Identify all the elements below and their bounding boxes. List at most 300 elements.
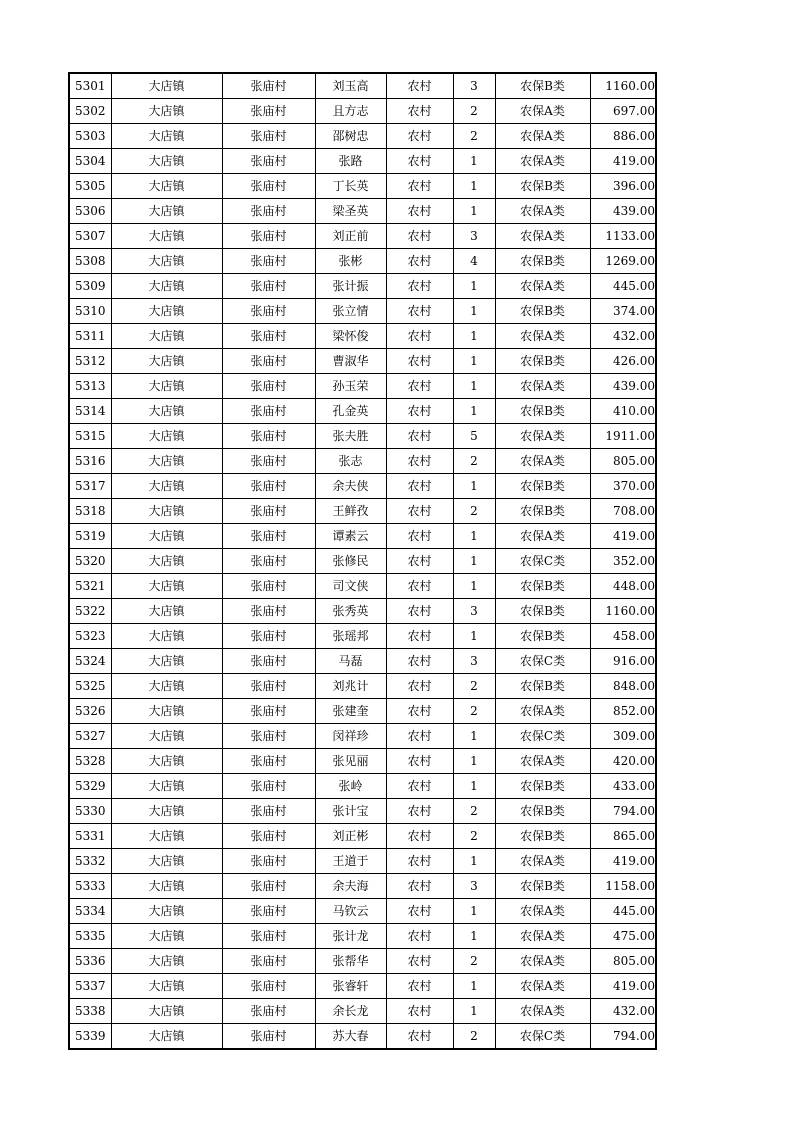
town-cell: 大店镇 xyxy=(111,149,222,174)
amount-cell: 419.00 xyxy=(590,974,656,999)
table-row xyxy=(69,449,656,474)
name-cell: 且方志 xyxy=(315,99,386,124)
household-type-cell: 农村 xyxy=(386,674,453,699)
village-cell: 张庙村 xyxy=(222,399,315,424)
insurance-category-cell: 农保B类 xyxy=(495,249,590,274)
household-type-cell: 农村 xyxy=(386,774,453,799)
row-number-cell: 5339 xyxy=(69,1024,111,1050)
row-number-cell: 5319 xyxy=(69,524,111,549)
member-count-cell: 1 xyxy=(453,724,495,749)
town-cell: 大店镇 xyxy=(111,724,222,749)
village-cell: 张庙村 xyxy=(222,649,315,674)
village-cell: 张庙村 xyxy=(222,599,315,624)
town-cell: 大店镇 xyxy=(111,374,222,399)
amount-cell: 420.00 xyxy=(590,749,656,774)
amount-cell: 445.00 xyxy=(590,274,656,299)
table-row xyxy=(69,749,656,774)
member-count-cell: 1 xyxy=(453,174,495,199)
town-cell: 大店镇 xyxy=(111,949,222,974)
amount-cell: 794.00 xyxy=(590,1024,656,1050)
name-cell: 苏大春 xyxy=(315,1024,386,1050)
village-cell: 张庙村 xyxy=(222,149,315,174)
row-number-cell: 5305 xyxy=(69,174,111,199)
table-row xyxy=(69,549,656,574)
row-number-cell: 5335 xyxy=(69,924,111,949)
member-count-cell: 2 xyxy=(453,99,495,124)
member-count-cell: 1 xyxy=(453,274,495,299)
household-type-cell: 农村 xyxy=(386,449,453,474)
amount-cell: 419.00 xyxy=(590,149,656,174)
amount-cell: 445.00 xyxy=(590,899,656,924)
town-cell: 大店镇 xyxy=(111,449,222,474)
amount-cell: 1133.00 xyxy=(590,224,656,249)
table-row xyxy=(69,799,656,824)
amount-cell: 708.00 xyxy=(590,499,656,524)
town-cell: 大店镇 xyxy=(111,599,222,624)
name-cell: 张夫胜 xyxy=(315,424,386,449)
town-cell: 大店镇 xyxy=(111,474,222,499)
town-cell: 大店镇 xyxy=(111,424,222,449)
member-count-cell: 1 xyxy=(453,549,495,574)
insurance-category-cell: 农保A类 xyxy=(495,274,590,299)
table-row xyxy=(69,499,656,524)
insurance-category-cell: 农保A类 xyxy=(495,99,590,124)
village-cell: 张庙村 xyxy=(222,249,315,274)
village-cell: 张庙村 xyxy=(222,449,315,474)
member-count-cell: 3 xyxy=(453,874,495,899)
insurance-category-cell: 农保B类 xyxy=(495,624,590,649)
row-number-cell: 5329 xyxy=(69,774,111,799)
insurance-category-cell: 农保B类 xyxy=(495,774,590,799)
row-number-cell: 5330 xyxy=(69,799,111,824)
town-cell: 大店镇 xyxy=(111,73,222,99)
household-type-cell: 农村 xyxy=(386,999,453,1024)
insurance-category-cell: 农保A类 xyxy=(495,849,590,874)
village-cell: 张庙村 xyxy=(222,299,315,324)
insurance-category-cell: 农保B类 xyxy=(495,874,590,899)
name-cell: 谭素云 xyxy=(315,524,386,549)
member-count-cell: 1 xyxy=(453,374,495,399)
table-row xyxy=(69,374,656,399)
row-number-cell: 5316 xyxy=(69,449,111,474)
row-number-cell: 5317 xyxy=(69,474,111,499)
table-row xyxy=(69,949,656,974)
name-cell: 司文侠 xyxy=(315,574,386,599)
village-cell: 张庙村 xyxy=(222,824,315,849)
name-cell: 曹淑华 xyxy=(315,349,386,374)
amount-cell: 433.00 xyxy=(590,774,656,799)
insurance-category-cell: 农保B类 xyxy=(495,399,590,424)
household-type-cell: 农村 xyxy=(386,124,453,149)
household-type-cell: 农村 xyxy=(386,99,453,124)
row-number-cell: 5325 xyxy=(69,674,111,699)
household-type-cell: 农村 xyxy=(386,849,453,874)
name-cell: 孔金英 xyxy=(315,399,386,424)
member-count-cell: 1 xyxy=(453,924,495,949)
amount-cell: 852.00 xyxy=(590,699,656,724)
member-count-cell: 1 xyxy=(453,349,495,374)
member-count-cell: 3 xyxy=(453,599,495,624)
amount-cell: 396.00 xyxy=(590,174,656,199)
town-cell: 大店镇 xyxy=(111,224,222,249)
household-type-cell: 农村 xyxy=(386,199,453,224)
household-type-cell: 农村 xyxy=(386,699,453,724)
amount-cell: 1158.00 xyxy=(590,874,656,899)
name-cell: 张帮华 xyxy=(315,949,386,974)
row-number-cell: 5333 xyxy=(69,874,111,899)
town-cell: 大店镇 xyxy=(111,174,222,199)
insurance-category-cell: 农保B类 xyxy=(495,799,590,824)
town-cell: 大店镇 xyxy=(111,99,222,124)
amount-cell: 1269.00 xyxy=(590,249,656,274)
town-cell: 大店镇 xyxy=(111,624,222,649)
member-count-cell: 2 xyxy=(453,124,495,149)
household-type-cell: 农村 xyxy=(386,649,453,674)
amount-cell: 794.00 xyxy=(590,799,656,824)
insurance-category-cell: 农保A类 xyxy=(495,124,590,149)
row-number-cell: 5304 xyxy=(69,149,111,174)
table-row xyxy=(69,274,656,299)
member-count-cell: 2 xyxy=(453,449,495,474)
household-type-cell: 农村 xyxy=(386,374,453,399)
name-cell: 王道于 xyxy=(315,849,386,874)
insurance-category-cell: 农保A类 xyxy=(495,424,590,449)
row-number-cell: 5328 xyxy=(69,749,111,774)
amount-cell: 1160.00 xyxy=(590,73,656,99)
row-number-cell: 5302 xyxy=(69,99,111,124)
member-count-cell: 2 xyxy=(453,1024,495,1050)
name-cell: 余夫海 xyxy=(315,874,386,899)
household-type-cell: 农村 xyxy=(386,599,453,624)
row-number-cell: 5301 xyxy=(69,73,111,99)
row-number-cell: 5338 xyxy=(69,999,111,1024)
amount-cell: 886.00 xyxy=(590,124,656,149)
amount-cell: 805.00 xyxy=(590,449,656,474)
table-row xyxy=(69,924,656,949)
insurance-category-cell: 农保A类 xyxy=(495,999,590,1024)
name-cell: 马磊 xyxy=(315,649,386,674)
amount-cell: 1911.00 xyxy=(590,424,656,449)
household-type-cell: 农村 xyxy=(386,724,453,749)
insurance-category-cell: 农保B类 xyxy=(495,499,590,524)
town-cell: 大店镇 xyxy=(111,999,222,1024)
table-row xyxy=(69,299,656,324)
town-cell: 大店镇 xyxy=(111,824,222,849)
table-row xyxy=(69,974,656,999)
table-row xyxy=(69,774,656,799)
amount-cell: 439.00 xyxy=(590,374,656,399)
row-number-cell: 5337 xyxy=(69,974,111,999)
village-cell: 张庙村 xyxy=(222,699,315,724)
village-cell: 张庙村 xyxy=(222,724,315,749)
village-cell: 张庙村 xyxy=(222,374,315,399)
village-cell: 张庙村 xyxy=(222,424,315,449)
village-cell: 张庙村 xyxy=(222,499,315,524)
insurance-category-cell: 农保C类 xyxy=(495,649,590,674)
table-body xyxy=(69,73,656,1049)
name-cell: 张瑶邦 xyxy=(315,624,386,649)
member-count-cell: 1 xyxy=(453,999,495,1024)
member-count-cell: 3 xyxy=(453,649,495,674)
name-cell: 张路 xyxy=(315,149,386,174)
member-count-cell: 1 xyxy=(453,574,495,599)
row-number-cell: 5315 xyxy=(69,424,111,449)
household-type-cell: 农村 xyxy=(386,174,453,199)
town-cell: 大店镇 xyxy=(111,699,222,724)
row-number-cell: 5332 xyxy=(69,849,111,874)
village-cell: 张庙村 xyxy=(222,999,315,1024)
amount-cell: 865.00 xyxy=(590,824,656,849)
row-number-cell: 5314 xyxy=(69,399,111,424)
table-row xyxy=(69,674,656,699)
town-cell: 大店镇 xyxy=(111,849,222,874)
household-type-cell: 农村 xyxy=(386,899,453,924)
insurance-category-cell: 农保A类 xyxy=(495,899,590,924)
household-type-cell: 农村 xyxy=(386,324,453,349)
village-cell: 张庙村 xyxy=(222,224,315,249)
village-cell: 张庙村 xyxy=(222,1024,315,1050)
amount-cell: 1160.00 xyxy=(590,599,656,624)
table-row xyxy=(69,149,656,174)
member-count-cell: 3 xyxy=(453,224,495,249)
insurance-category-cell: 农保B类 xyxy=(495,174,590,199)
table-row xyxy=(69,224,656,249)
amount-cell: 370.00 xyxy=(590,474,656,499)
household-type-cell: 农村 xyxy=(386,524,453,549)
amount-cell: 448.00 xyxy=(590,574,656,599)
amount-cell: 374.00 xyxy=(590,299,656,324)
insurance-category-cell: 农保C类 xyxy=(495,724,590,749)
amount-cell: 309.00 xyxy=(590,724,656,749)
member-count-cell: 1 xyxy=(453,974,495,999)
member-count-cell: 1 xyxy=(453,749,495,774)
village-cell: 张庙村 xyxy=(222,349,315,374)
town-cell: 大店镇 xyxy=(111,499,222,524)
table-row xyxy=(69,399,656,424)
table-row xyxy=(69,324,656,349)
member-count-cell: 3 xyxy=(453,73,495,99)
member-count-cell: 2 xyxy=(453,949,495,974)
village-cell: 张庙村 xyxy=(222,749,315,774)
member-count-cell: 1 xyxy=(453,524,495,549)
town-cell: 大店镇 xyxy=(111,199,222,224)
town-cell: 大店镇 xyxy=(111,299,222,324)
table-row xyxy=(69,649,656,674)
table-row xyxy=(69,524,656,549)
town-cell: 大店镇 xyxy=(111,124,222,149)
insurance-category-cell: 农保C类 xyxy=(495,549,590,574)
town-cell: 大店镇 xyxy=(111,524,222,549)
town-cell: 大店镇 xyxy=(111,799,222,824)
household-type-cell: 农村 xyxy=(386,349,453,374)
table-row xyxy=(69,999,656,1024)
row-number-cell: 5324 xyxy=(69,649,111,674)
row-number-cell: 5318 xyxy=(69,499,111,524)
table-row xyxy=(69,824,656,849)
member-count-cell: 2 xyxy=(453,699,495,724)
row-number-cell: 5307 xyxy=(69,224,111,249)
village-cell: 张庙村 xyxy=(222,549,315,574)
insurance-category-cell: 农保B类 xyxy=(495,574,590,599)
amount-cell: 426.00 xyxy=(590,349,656,374)
village-cell: 张庙村 xyxy=(222,474,315,499)
member-count-cell: 2 xyxy=(453,799,495,824)
name-cell: 王鲜孜 xyxy=(315,499,386,524)
name-cell: 闵祥珍 xyxy=(315,724,386,749)
member-count-cell: 1 xyxy=(453,324,495,349)
row-number-cell: 5334 xyxy=(69,899,111,924)
name-cell: 丁长英 xyxy=(315,174,386,199)
town-cell: 大店镇 xyxy=(111,249,222,274)
village-cell: 张庙村 xyxy=(222,324,315,349)
name-cell: 张立情 xyxy=(315,299,386,324)
village-cell: 张庙村 xyxy=(222,99,315,124)
member-count-cell: 2 xyxy=(453,499,495,524)
member-count-cell: 1 xyxy=(453,199,495,224)
village-cell: 张庙村 xyxy=(222,924,315,949)
row-number-cell: 5336 xyxy=(69,949,111,974)
row-number-cell: 5313 xyxy=(69,374,111,399)
village-cell: 张庙村 xyxy=(222,874,315,899)
table-row xyxy=(69,73,656,99)
row-number-cell: 5331 xyxy=(69,824,111,849)
village-cell: 张庙村 xyxy=(222,124,315,149)
village-cell: 张庙村 xyxy=(222,674,315,699)
insurance-category-cell: 农保B类 xyxy=(495,474,590,499)
amount-cell: 916.00 xyxy=(590,649,656,674)
name-cell: 张计龙 xyxy=(315,924,386,949)
household-type-cell: 农村 xyxy=(386,549,453,574)
village-cell: 张庙村 xyxy=(222,899,315,924)
household-type-cell: 农村 xyxy=(386,924,453,949)
household-type-cell: 农村 xyxy=(386,424,453,449)
member-count-cell: 1 xyxy=(453,299,495,324)
amount-cell: 410.00 xyxy=(590,399,656,424)
household-type-cell: 农村 xyxy=(386,749,453,774)
town-cell: 大店镇 xyxy=(111,899,222,924)
household-type-cell: 农村 xyxy=(386,73,453,99)
row-number-cell: 5303 xyxy=(69,124,111,149)
row-number-cell: 5323 xyxy=(69,624,111,649)
town-cell: 大店镇 xyxy=(111,574,222,599)
town-cell: 大店镇 xyxy=(111,874,222,899)
member-count-cell: 4 xyxy=(453,249,495,274)
village-cell: 张庙村 xyxy=(222,974,315,999)
insurance-category-cell: 农保A类 xyxy=(495,324,590,349)
amount-cell: 352.00 xyxy=(590,549,656,574)
insurance-category-cell: 农保A类 xyxy=(495,374,590,399)
village-cell: 张庙村 xyxy=(222,774,315,799)
name-cell: 梁怀俊 xyxy=(315,324,386,349)
name-cell: 邵树忠 xyxy=(315,124,386,149)
name-cell: 张秀英 xyxy=(315,599,386,624)
amount-cell: 475.00 xyxy=(590,924,656,949)
amount-cell: 697.00 xyxy=(590,99,656,124)
village-cell: 张庙村 xyxy=(222,274,315,299)
table-row xyxy=(69,474,656,499)
village-cell: 张庙村 xyxy=(222,524,315,549)
village-cell: 张庙村 xyxy=(222,799,315,824)
household-type-cell: 农村 xyxy=(386,224,453,249)
insurance-category-cell: 农保A类 xyxy=(495,524,590,549)
member-count-cell: 1 xyxy=(453,849,495,874)
insurance-category-cell: 农保B类 xyxy=(495,824,590,849)
insurance-category-cell: 农保C类 xyxy=(495,1024,590,1050)
member-count-cell: 1 xyxy=(453,624,495,649)
row-number-cell: 5327 xyxy=(69,724,111,749)
member-count-cell: 1 xyxy=(453,149,495,174)
name-cell: 梁圣英 xyxy=(315,199,386,224)
town-cell: 大店镇 xyxy=(111,1024,222,1050)
insurance-category-cell: 农保A类 xyxy=(495,149,590,174)
name-cell: 张修民 xyxy=(315,549,386,574)
village-cell: 张庙村 xyxy=(222,849,315,874)
name-cell: 刘兆计 xyxy=(315,674,386,699)
member-count-cell: 1 xyxy=(453,774,495,799)
name-cell: 余夫侠 xyxy=(315,474,386,499)
amount-cell: 439.00 xyxy=(590,199,656,224)
insurance-category-cell: 农保B类 xyxy=(495,349,590,374)
household-type-cell: 农村 xyxy=(386,299,453,324)
town-cell: 大店镇 xyxy=(111,399,222,424)
name-cell: 张见丽 xyxy=(315,749,386,774)
member-count-cell: 2 xyxy=(453,824,495,849)
town-cell: 大店镇 xyxy=(111,674,222,699)
amount-cell: 848.00 xyxy=(590,674,656,699)
name-cell: 孙玉荣 xyxy=(315,374,386,399)
member-count-cell: 1 xyxy=(453,474,495,499)
row-number-cell: 5310 xyxy=(69,299,111,324)
member-count-cell: 1 xyxy=(453,899,495,924)
household-type-cell: 农村 xyxy=(386,249,453,274)
household-type-cell: 农村 xyxy=(386,949,453,974)
name-cell: 张计宝 xyxy=(315,799,386,824)
table-row xyxy=(69,624,656,649)
name-cell: 马钦云 xyxy=(315,899,386,924)
town-cell: 大店镇 xyxy=(111,349,222,374)
amount-cell: 805.00 xyxy=(590,949,656,974)
table-row xyxy=(69,874,656,899)
name-cell: 张睿轩 xyxy=(315,974,386,999)
name-cell: 张建奎 xyxy=(315,699,386,724)
table-row xyxy=(69,124,656,149)
household-type-cell: 农村 xyxy=(386,624,453,649)
row-number-cell: 5306 xyxy=(69,199,111,224)
village-cell: 张庙村 xyxy=(222,73,315,99)
village-cell: 张庙村 xyxy=(222,949,315,974)
name-cell: 刘正前 xyxy=(315,224,386,249)
table-row xyxy=(69,599,656,624)
household-type-cell: 农村 xyxy=(386,499,453,524)
household-type-cell: 农村 xyxy=(386,149,453,174)
town-cell: 大店镇 xyxy=(111,924,222,949)
household-type-cell: 农村 xyxy=(386,274,453,299)
village-cell: 张庙村 xyxy=(222,574,315,599)
table-row xyxy=(69,574,656,599)
insurance-category-cell: 农保B类 xyxy=(495,73,590,99)
name-cell: 张志 xyxy=(315,449,386,474)
insurance-category-cell: 农保B类 xyxy=(495,674,590,699)
village-cell: 张庙村 xyxy=(222,199,315,224)
household-type-cell: 农村 xyxy=(386,399,453,424)
household-type-cell: 农村 xyxy=(386,574,453,599)
household-type-cell: 农村 xyxy=(386,799,453,824)
town-cell: 大店镇 xyxy=(111,324,222,349)
table-row xyxy=(69,174,656,199)
village-cell: 张庙村 xyxy=(222,624,315,649)
table-row xyxy=(69,249,656,274)
row-number-cell: 5309 xyxy=(69,274,111,299)
